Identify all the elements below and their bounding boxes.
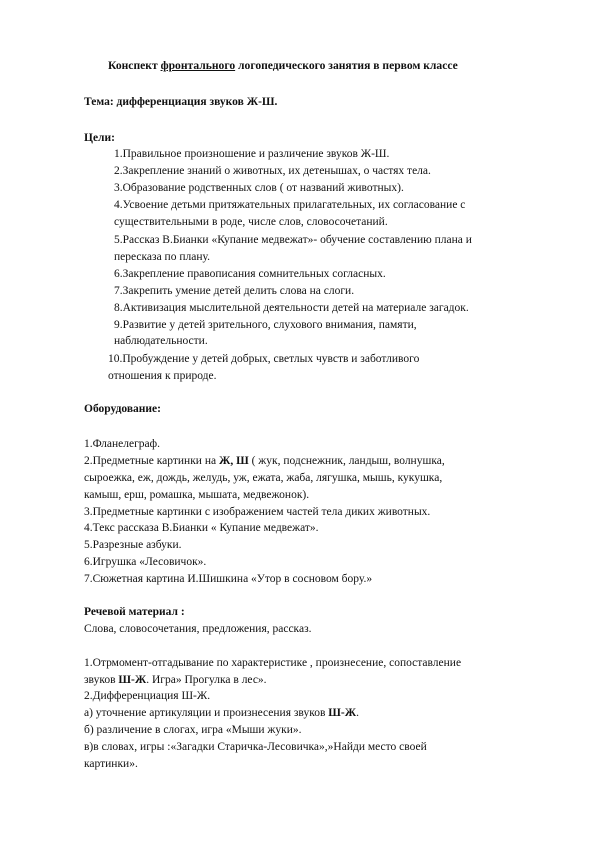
equipment-item (84, 454, 445, 468)
goal-item: 3.Образование родственных слов ( от названий животных). (114, 182, 404, 194)
equipment-heading: Оборудование: (84, 403, 161, 415)
equipment-item-bold-sounds: Ж, Ш (218, 455, 249, 467)
goals-heading: Цели: (84, 132, 115, 144)
goal-item: 10.Пробуждение у детей добрых, светлых чувств и заботливого (108, 353, 420, 365)
title-underlined-word: фронтального (160, 59, 236, 72)
procedure-subitem-continuation: картинки». (84, 758, 138, 770)
equipment-item-text: 2.Предметные картинки на (84, 455, 219, 467)
equipment-item: 5.Разрезные азбуки. (84, 539, 182, 551)
goal-item: 5.Рассказ В.Бианки «Купание медвежат»- обучение составлению плана и (114, 234, 472, 246)
equipment-item-text-rest: ( жук, подснежник, ландыш, волнушка, (248, 455, 445, 467)
equipment-item: 1.Фланелеграф. (84, 438, 160, 450)
procedure-bold-sounds: Ш-Ж (118, 674, 147, 686)
goal-item: 6.Закрепление правописания сомнительных согласных. (114, 268, 386, 280)
goal-item: 2.Закрепление знаний о животных, их детенышах, о частях тела. (114, 165, 431, 177)
procedure-text-rest: . Игра» Прогулка в лес». (146, 674, 267, 686)
goal-item-continuation: существительными в роде, числе слов, словосочетаний. (114, 216, 388, 228)
goal-item: 7.Закрепить умение детей делить слова на слоги. (114, 285, 355, 297)
procedure-text: а) уточнение артикуляции и произнесения звуков (84, 707, 329, 719)
procedure-subitem: в)в словах, игры :«Загадки Старичка-Лесовичка»,»Найди место своей (84, 741, 427, 753)
title-text-rest: логопедического занятия в первом классе (235, 59, 458, 72)
goal-item: 8.Активизация мыслительной деятельности детей на материале загадок. (114, 302, 469, 314)
procedure-bold-sounds: Ш-Ж (328, 707, 357, 719)
goal-item-continuation: пересказа по плану. (114, 251, 210, 263)
goal-item: 9.Развитие у детей зрительного, слухового внимания, памяти, (114, 319, 417, 331)
equipment-item: 6.Игрушка «Лесовичок». (84, 556, 207, 568)
equipment-item-continuation: камыш, ерш, ромашка, мышата, медвежонок). (84, 489, 310, 501)
topic-line: Тема: дифференциация звуков Ж-Ш. (84, 96, 278, 108)
procedure-text-rest: . (356, 707, 359, 719)
equipment-item-continuation: сыроежка, еж, дождь, желудь, уж, ежата, жаба, лягушка, мышь, кукушка, (84, 472, 443, 484)
speech-material-heading: Речевой материал : (84, 606, 185, 618)
procedure-subitem (84, 706, 359, 720)
equipment-item: 7.Сюжетная картина И.Шишкина «Утор в сосновом бору.» (84, 573, 373, 585)
goal-item-continuation: наблюдательности. (114, 335, 208, 347)
equipment-item: 3.Предметные картинки с изображением частей тела диких животных. (84, 506, 431, 518)
speech-material-text: Слова, словосочетания, предложения, рассказ. (84, 623, 312, 635)
procedure-item: 1.Отрмомент-отгадывание по характеристике , произнесение, сопоставление (84, 657, 462, 669)
title-text: Конспект (108, 59, 161, 72)
procedure-item-continuation (84, 673, 267, 687)
goal-item: 4.Усвоение детьми притяжательных прилагательных, их согласование с (114, 199, 466, 211)
goal-item-continuation: отношения к природе. (108, 370, 217, 382)
equipment-item: 4.Текс рассказа В.Бианки « Купание медвежат». (84, 522, 319, 534)
goal-item: 1.Правильное произношение и различение звуков Ж-Ш. (114, 148, 390, 160)
document-title (108, 59, 458, 73)
procedure-text: звуков (84, 674, 119, 686)
procedure-item: 2.Дифференциация Ш-Ж. (84, 690, 211, 702)
procedure-subitem: б) различение в слогах, игра «Мыши жуки». (84, 724, 302, 736)
